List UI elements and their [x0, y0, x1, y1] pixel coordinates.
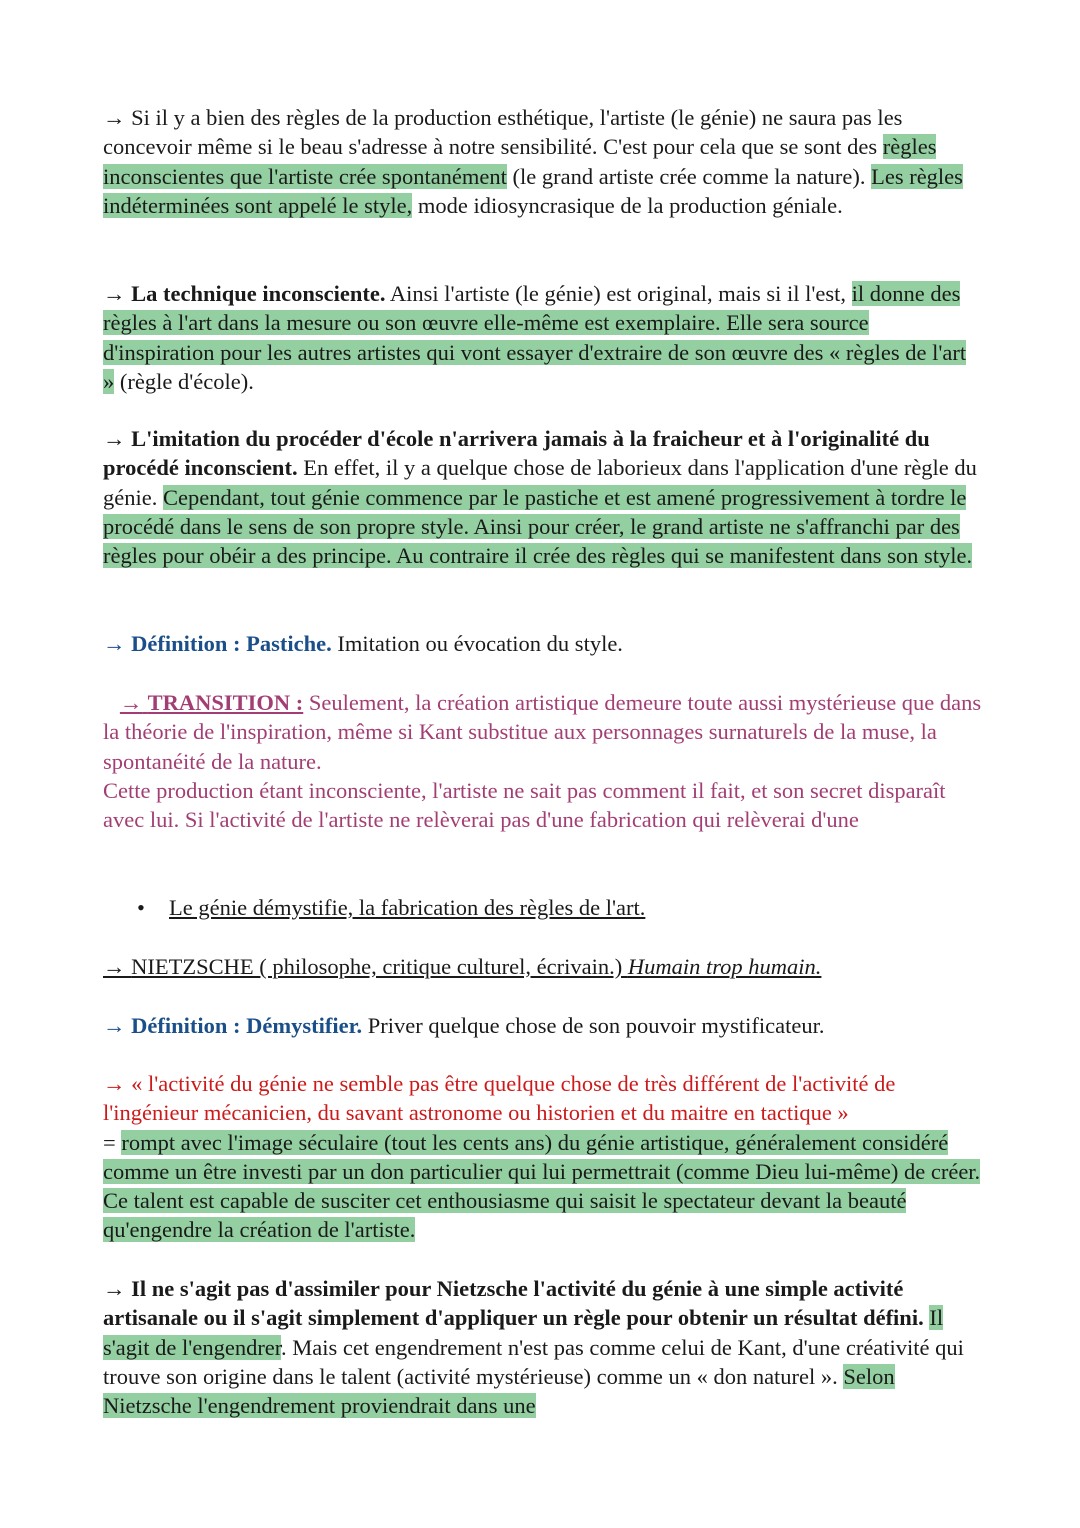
arrow-icon: → [103, 954, 126, 979]
p2-bold-heading: La technique inconsciente. [131, 281, 386, 306]
bullet-section-heading [103, 893, 983, 922]
nietzsche-work-title: Humain trop humain. [627, 954, 822, 979]
arrow-icon: → [103, 631, 126, 656]
nietzsche-text: NIETZSCHE ( philosophe, critique culturel, écrivain.) [131, 954, 628, 979]
definition-pastiche [103, 629, 983, 658]
arrow-icon: → [103, 1013, 126, 1038]
arrow-icon: → [103, 1276, 126, 1301]
p4-bold-heading: Il ne s'agit pas d'assimiler pour Nietzsche l'activité du génie à une simple activité artisanale ou il s'agit simplement d'appliquer un règle pour obtenir un résultat défini. [103, 1276, 924, 1331]
arrow-icon: → [103, 1071, 126, 1096]
p1-text-b: (le grand artiste crée comme la nature). [506, 163, 872, 189]
paragraph-production-esthetique [103, 103, 983, 220]
p1-text-c: mode idiosyncrasique de la production géniale. [412, 192, 843, 218]
p2-text-b: (règle d'école). [114, 368, 254, 394]
p4-text-b: . Mais cet engendrement n'est pas comme celui de Kant, d'une créativité qui trouve son origine dans le talent (activité mystérieuse) comme un « don naturel ». [103, 1334, 964, 1389]
transition-text-2: Cette production étant inconsciente, l'artiste ne sait pas comment il fait, et son secret disparaît avec lui. Si l'activité de l'artiste ne relèverai pas d'une fabrication qui relèverai d'une [103, 777, 946, 833]
bullet-icon: • [137, 895, 145, 920]
transition-block [103, 688, 983, 834]
nietzsche-quote-paragraph [103, 1069, 983, 1245]
bullet-text: Le génie démystifie, la fabrication des règles de l'art. [169, 895, 646, 920]
paragraph-imitation [103, 424, 983, 570]
p2-highlight-1: il donne des règles à l'art dans la mesure ou son œuvre elle-même est exemplaire. Elle sera source d'inspiration pour les autres artistes qui vont essayer d'extraire de son œuvre des « règles de l'art » [103, 281, 967, 394]
p3-highlight-1: Cependant, tout génie commence par le pastiche et est amené progressivement à tordre le procédé dans le sens de son propre style. Ainsi pour créer, le grand artiste ne s'affranchi par des règles pour obéir a des principe. Au contraire il crée des règles qui se manifestent dans son style. [103, 484, 973, 569]
definition-text: Priver quelque chose de son pouvoir mystificateur. [362, 1013, 825, 1038]
p3-text-a: En effet, il y a quelque chose de laborieux dans l'application d'une règle du génie. [103, 455, 977, 510]
transition-title: TRANSITION : [147, 690, 304, 715]
arrow-icon: → [103, 105, 126, 130]
p4-highlight-2: Selon Nietzsche l'engendrement proviendrait dans une [103, 1363, 895, 1419]
p1-highlight-2: Les règles indéterminées sont appelé le style, [103, 163, 963, 218]
equals-sign: = [103, 1129, 122, 1155]
paragraph-technique-inconsciente [103, 279, 983, 396]
definition-label: Définition : Pastiche. [131, 631, 332, 656]
definition-text: Imitation ou évocation du style. [331, 631, 623, 656]
p4-highlight-1: Il s'agit de l'engendrer [103, 1305, 944, 1360]
definition-label: Définition : Démystifier. [131, 1013, 363, 1038]
p1-highlight-1: règles inconscientes que l'artiste crée spontanément [103, 134, 937, 189]
arrow-icon: → [119, 690, 143, 715]
arrow-icon: → [103, 426, 126, 451]
p3-bold-heading: L'imitation du procéder d'école n'arrivera jamais à la fraicheur et à l'originalité du procédé inconscient. [103, 426, 930, 481]
nietzsche-heading [103, 952, 983, 981]
definition-demystifier [103, 1011, 983, 1040]
quote-highlight: rompt avec l'image séculaire (tout les cents ans) du génie artistique, généralement considéré comme un être investi par un don particulier qui lui permettrait (comme Dieu lui-même) de créer. Ce talent est capable de susciter cet enthousiasme qui saisit le spectateur devant la beauté qu'engendre la création de l'artiste. [103, 1129, 981, 1243]
quote-text: « l'activité du génie ne semble pas être quelque chose de très différent de l'activité de l'ingénieur mécanicien, du savant astronome ou historien et du maitre en tactique » [103, 1071, 896, 1126]
p2-text-a: Ainsi l'artiste (le génie) est original, mais si il l'est, [385, 281, 852, 306]
transition-text-1: Seulement, la création artistique demeure toute aussi mystérieuse que dans la théorie de l'inspiration, même si Kant substitue aux personnages surnaturels de la muse, la spontanéité de la nature. [103, 690, 982, 774]
arrow-icon: → [103, 281, 126, 306]
p1-text-a: Si il y a bien des règles de la production esthétique, l'artiste (le génie) ne saura pas les concevoir même si le beau s'adresse à notre sensibilité. C'est pour cela que se sont des [103, 105, 903, 160]
paragraph-engendrement [103, 1274, 983, 1420]
